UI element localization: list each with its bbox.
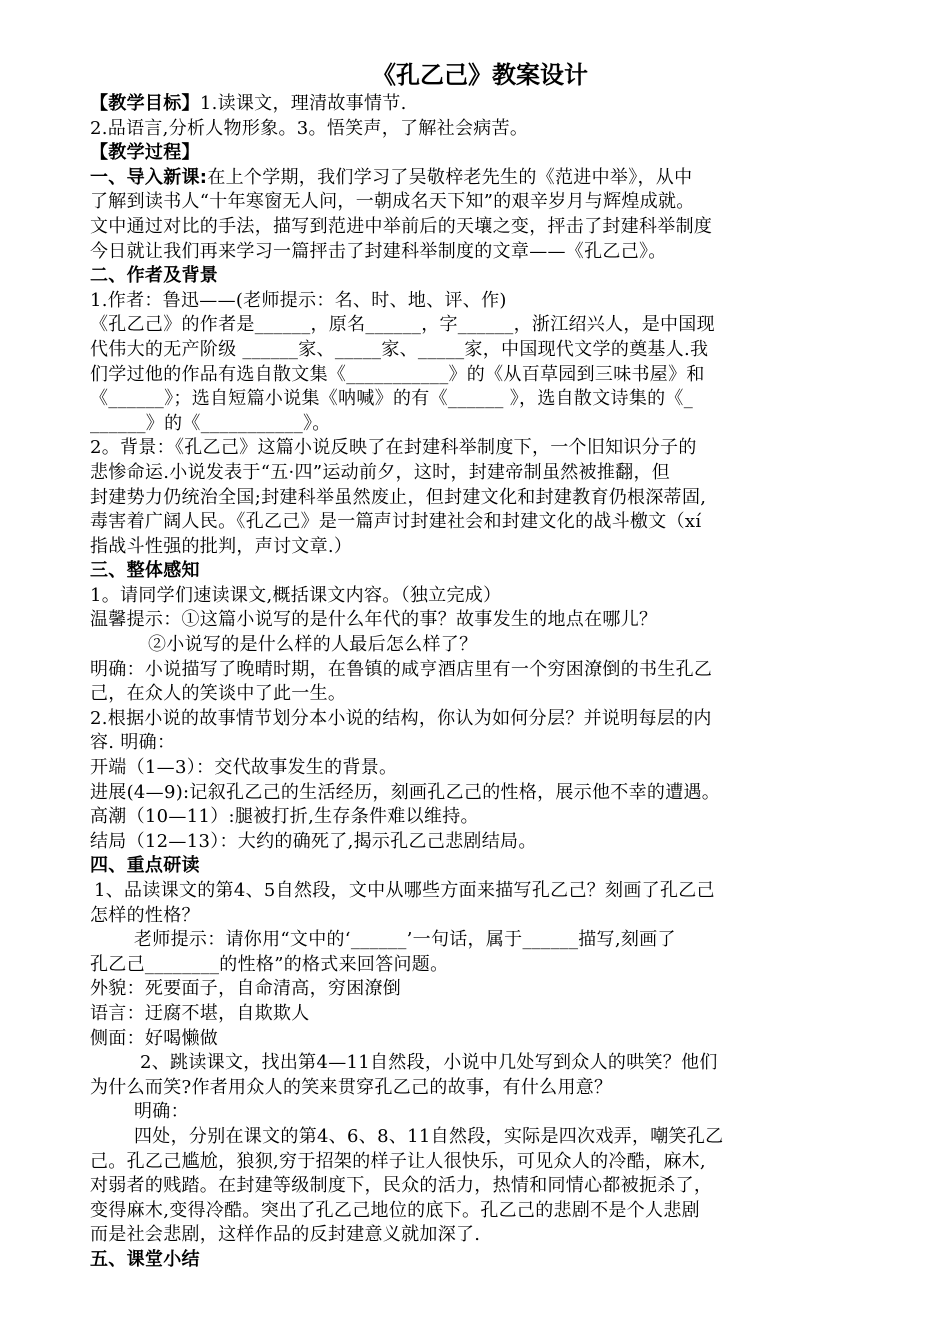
line-text: 容. 明确： (90, 732, 176, 754)
text-line (90, 240, 870, 265)
text-line (90, 1027, 870, 1052)
text-line (90, 215, 870, 240)
text-line (90, 879, 870, 904)
text-line (90, 658, 870, 683)
line-text: 老师提示：请你用“文中的‘______’一句话，属于______描写,刻画了 (134, 929, 676, 951)
text-line (90, 682, 870, 707)
line-text: 明确： (134, 1101, 189, 1123)
lesson-plan-page (90, 58, 870, 1273)
line-text: 对弱者的贱踏。在封建等级制度下，民众的活力，热情和同情心都被扼杀了， (90, 1175, 713, 1197)
line-text: 封建势力仍统治全国;封建科举虽然废止，但封建文化和封建教育仍根深蒂固, (90, 486, 707, 508)
section-heading (90, 559, 870, 584)
line-text: 进展(4—9):记叙孔乙己的生活经历，刻画孔乙己的性格，展示他不幸的遭遇。 (90, 781, 721, 803)
line-text: 指战斗性强的批判，声讨文章.） (90, 535, 353, 557)
text-line (90, 461, 870, 486)
text-line (90, 166, 870, 191)
line-text: 结局（12—13）：大约的确死了,揭示孔乙己悲剧结局。 (90, 830, 537, 852)
text-line (90, 1199, 870, 1224)
line-text: 四处，分别在课文的第4、6、8、11自然段，实际是四次戏弄，嘲笑孔乙 (134, 1125, 724, 1147)
section-heading (90, 854, 870, 879)
text-line (90, 313, 870, 338)
line-text: 1.作者：鲁迅——(老师提示：名、时、地、评、作) (90, 289, 507, 311)
heading-label: 四、重点研读 (90, 855, 200, 877)
line-text: 文中通过对比的手法，描写到范进中举前后的天壤之变，抨击了封建科举制度 (90, 215, 713, 237)
line-text: 2。背景：《孔乙己》这篇小说反映了在封建科举制度下，一个旧知识分子的 (90, 437, 697, 459)
line-text: 侧面：好喝懒做 (90, 1027, 219, 1049)
text-line (90, 904, 870, 929)
heading-label: 【教学过程】 (90, 142, 200, 164)
line-text: 毒害着广阔人民。《孔乙己》是一篇声讨封建社会和封建文化的战斗檄文（xí (90, 511, 702, 533)
line-text: 在上个学期，我们学习了吴敬梓老先生的《范进中举》，从中 (207, 166, 693, 188)
text-line (90, 289, 870, 314)
text-line (90, 707, 870, 732)
heading-label: 三、整体感知 (90, 560, 200, 582)
text-line (90, 436, 870, 461)
line-text: 怎样的性格？ (90, 904, 200, 926)
text-line (90, 805, 870, 830)
line-text: 明确：小说描写了晚晴时期，在鲁镇的咸亨酒店里有一个穷困潦倒的书生孔乙 (90, 658, 713, 680)
line-text: 们学过他的作品有选自散文集《___________》的《从百草园到三味书屋》和 (90, 363, 705, 385)
line-text: 变得麻木,变得冷酷。突出了孔乙己地位的底下。孔乙己的悲剧不是个人悲剧 (90, 1199, 700, 1221)
text-line (90, 1125, 870, 1150)
text-line (90, 1051, 870, 1076)
line-text: 温馨提示：①这篇小说写的是什么年代的事？故事发生的地点在哪儿？ (90, 609, 658, 631)
line-text: 1。请同学们速读课文,概括课文内容。（独立完成） (90, 584, 502, 606)
text-line (90, 1076, 870, 1101)
text-line (90, 1150, 870, 1175)
text-line (90, 781, 870, 806)
section-heading (90, 1248, 870, 1273)
text-line (90, 117, 870, 142)
section-heading (90, 141, 870, 166)
text-line (90, 731, 870, 756)
line-text: 2.品语言,分析人物形象。3。悟笑声，了解社会病苦。 (90, 117, 529, 139)
text-line (90, 190, 870, 215)
line-text: 2、跳读课文，找出第4—11自然段，小说中几处写到众人的哄笑？他们 (140, 1052, 718, 1074)
line-text: 为什么而笑?作者用众人的笑来贯穿孔乙己的故事，有什么用意？ (90, 1076, 613, 1098)
text-line (90, 608, 870, 633)
line-text: 悲惨命运.小说发表于“五·四”运动前夕，这时，封建帝制虽然被推翻，但 (90, 461, 671, 483)
line-text: 开端（1—3）：交代故事发生的背景。 (90, 757, 398, 779)
page-title: 《孔乙己》教案设计 (372, 61, 588, 89)
heading-label: 二、作者及背景 (90, 265, 219, 287)
text-line (90, 412, 870, 437)
line-text: 1、品读课文的第4、5自然段，文中从哪些方面来描写孔乙己？刻画了孔乙己 (94, 880, 715, 901)
text-line (90, 953, 870, 978)
text-line (90, 363, 870, 388)
text-line (90, 1100, 870, 1125)
line-text: 而是社会悲剧，这样作品的反封建意义就加深了. (90, 1224, 481, 1246)
heading-label: 【教学目标】 (90, 93, 200, 114)
line-text: 1.读课文，理清故事情节. (199, 93, 407, 114)
line-text: 《孔乙己》的作者是______，原名______，字______，浙江绍兴人，是中国现 (90, 314, 715, 336)
line-text: 2.根据小说的故事情节划分本小说的结构，你认为如何分层？并说明每层的内 (90, 707, 712, 729)
text-line (90, 633, 870, 658)
line-text: 孔乙己________的性格”的格式来回答问题。 (90, 953, 449, 975)
heading-label: 一、导入新课: (90, 166, 208, 188)
text-line (90, 1174, 870, 1199)
lesson-plan-body (90, 92, 870, 1273)
line-text: 代伟大的无产阶级 ______家、_____家、_____家，中国现代文学的奠基人.我 (90, 338, 709, 360)
line-text: 语言：迂腐不堪，自欺欺人 (90, 1002, 310, 1024)
text-line (90, 1002, 870, 1027)
text-line (90, 1223, 870, 1248)
line-text: ______》的《___________》。 (90, 412, 331, 434)
text-line (90, 387, 870, 412)
line-text: ②小说写的是什么样的人最后怎么样了？ (148, 634, 478, 656)
text-line (90, 535, 870, 560)
line-text: 高潮（10—11）:腿被打折,生存条件难以维持。 (90, 806, 479, 828)
text-line (90, 928, 870, 953)
heading-label: 五、课堂小结 (90, 1248, 200, 1270)
text-line (90, 486, 870, 511)
line-text: 己，在众人的笑谈中了此一生。 (90, 683, 347, 705)
line-text: 外貌：死要面子，自命清高，穷困潦倒 (90, 978, 402, 1000)
text-line (90, 338, 870, 363)
section-heading (90, 264, 870, 289)
text-line (90, 510, 870, 535)
line-text: 己。孔乙己尴尬，狼狈,穷于招架的样子让人很快乐，可见众人的冷酷，麻木, (90, 1150, 706, 1172)
text-line (90, 584, 870, 609)
line-text: 《______》；选自短篇小说集《呐喊》的有《______ 》，选自散文诗集的《_ (90, 388, 694, 410)
text-line (90, 756, 870, 781)
text-line (90, 830, 870, 855)
text-line (90, 92, 870, 117)
line-text: 了解到读书人“十年寒窗无人问，一朝成名天下知”的艰辛岁月与辉煌成就。 (90, 191, 695, 213)
line-text: 今日就让我们再来学习一篇抨击了封建科举制度的文章——《孔乙己》。 (90, 240, 667, 262)
text-line (90, 977, 870, 1002)
